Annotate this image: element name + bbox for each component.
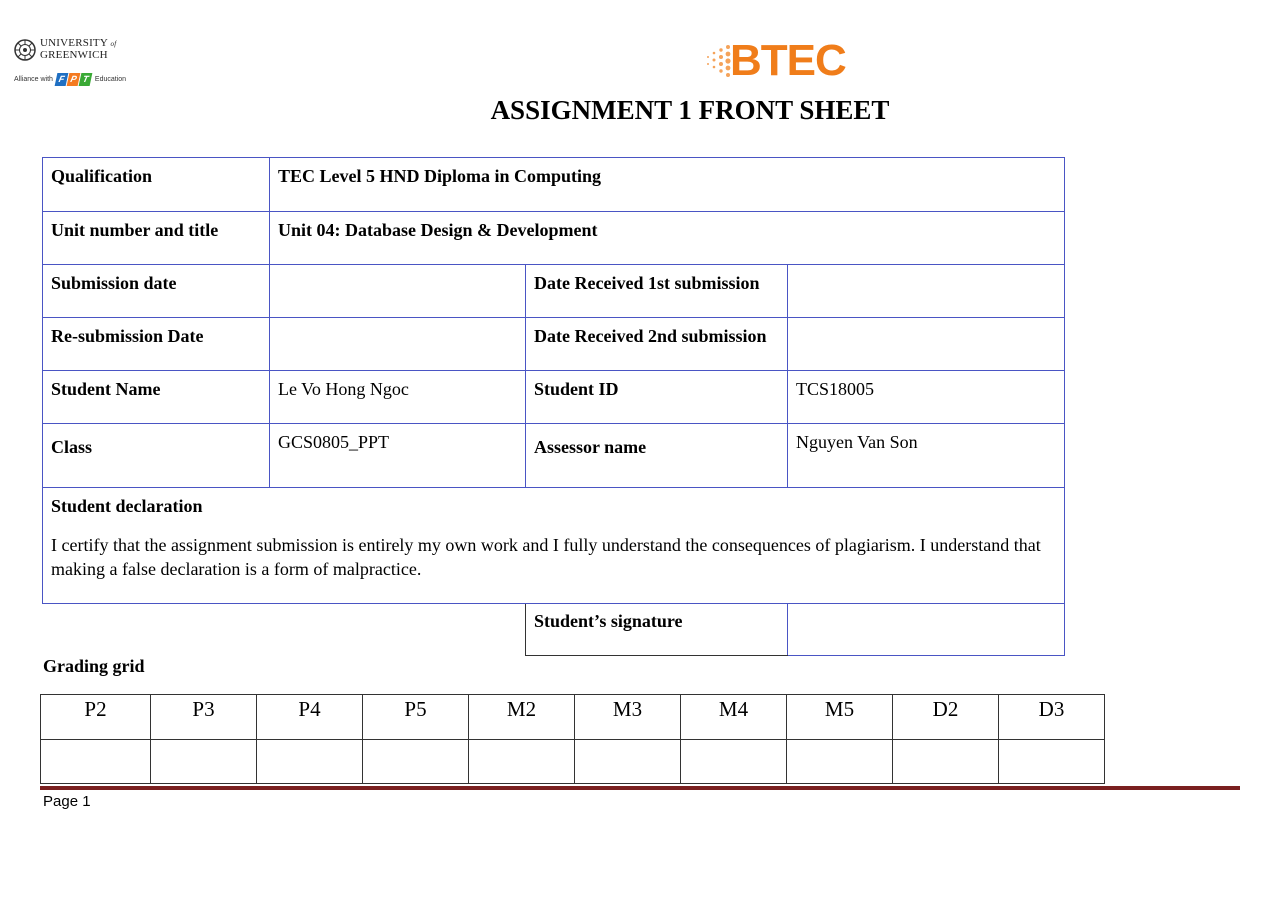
unit-value: Unit 04: Database Design & Development (270, 212, 1065, 265)
signature-label: Student’s signature (526, 604, 788, 656)
fpt-alliance (14, 73, 134, 86)
signature-field[interactable] (788, 604, 1065, 656)
declaration-row (43, 488, 1065, 604)
fpt-letter-f: F (55, 73, 69, 86)
submission-date-label: Submission date (43, 265, 270, 318)
university-of: of (110, 40, 117, 48)
unit-label: Unit number and title (43, 212, 270, 265)
qualification-row (43, 158, 1065, 212)
grade-mark-p4[interactable] (257, 740, 363, 784)
assessor-value[interactable]: Nguyen Van Son (788, 424, 1065, 488)
qualification-value: TEC Level 5 HND Diploma in Computing (270, 158, 1065, 212)
class-row (43, 424, 1065, 488)
student-id-value[interactable]: TCS18005 (788, 371, 1065, 424)
submission-row (43, 265, 1065, 318)
submission-date-value[interactable] (270, 265, 526, 318)
btec-wordmark: BTEC (730, 36, 846, 85)
page-title: ASSIGNMENT 1 FRONT SHEET (490, 95, 890, 125)
date-received-2-label: Date Received 2nd submission (526, 318, 788, 371)
grade-criterion-d2: D2 (893, 695, 999, 740)
university-name (40, 38, 116, 61)
grade-mark-d2[interactable] (893, 740, 999, 784)
page-number: Page 1 (43, 793, 91, 810)
grade-criterion-m2: M2 (469, 695, 575, 740)
signature-table (525, 603, 1065, 656)
fpt-logo (56, 73, 92, 86)
footer-rule (40, 786, 1240, 790)
fpt-letter-p: P (67, 73, 81, 86)
btec-logo (702, 36, 862, 86)
date-received-2-value[interactable] (788, 318, 1065, 371)
date-received-1-label: Date Received 1st submission (526, 265, 788, 318)
grade-criterion-p3: P3 (151, 695, 257, 740)
greenwich-crest-icon (14, 39, 36, 61)
grade-criterion-p2: P2 (41, 695, 151, 740)
class-label: Class (43, 424, 270, 488)
grade-criterion-m3: M3 (575, 695, 681, 740)
date-received-1-value[interactable] (788, 265, 1065, 318)
declaration-text: I certify that the assignment submission is entirely my own work and I fully understand the consequences of plagiarism. I understand that making a false declaration is a form of malpractice. (51, 535, 1041, 579)
student-name-value[interactable]: Le Vo Hong Ngoc (270, 371, 526, 424)
front-sheet-table (42, 157, 1065, 604)
university-line2: GREENWICH (40, 49, 108, 61)
grade-criterion-m5: M5 (787, 695, 893, 740)
grading-grid-label: Grading grid (43, 656, 145, 676)
grade-criterion-p4: P4 (257, 695, 363, 740)
alliance-text: Alliance with (14, 76, 53, 83)
university-line1: UNIVERSITY (40, 37, 108, 49)
declaration-cell (43, 488, 1065, 604)
grade-mark-m3[interactable] (575, 740, 681, 784)
grade-criterion-p5: P5 (363, 695, 469, 740)
assessor-label: Assessor name (526, 424, 788, 488)
unit-row (43, 212, 1065, 265)
grade-mark-d3[interactable] (999, 740, 1105, 784)
grade-mark-p5[interactable] (363, 740, 469, 784)
student-id-label: Student ID (526, 371, 788, 424)
grade-mark-p3[interactable] (151, 740, 257, 784)
student-row (43, 371, 1065, 424)
grade-mark-m5[interactable] (787, 740, 893, 784)
grading-marks-row (41, 740, 1105, 784)
university-of-greenwich-logo (14, 38, 134, 100)
declaration-heading: Student declaration (51, 496, 203, 516)
grading-criteria-row (41, 695, 1105, 740)
fpt-letter-t: T (79, 73, 93, 86)
grade-criterion-m4: M4 (681, 695, 787, 740)
qualification-label: Qualification (43, 158, 270, 212)
grade-criterion-d3: D3 (999, 695, 1105, 740)
education-text: Education (94, 76, 127, 83)
resubmission-row (43, 318, 1065, 371)
class-value[interactable]: GCS0805_PPT (270, 424, 526, 488)
student-name-label: Student Name (43, 371, 270, 424)
btec-dots-icon (702, 39, 732, 83)
grade-mark-m4[interactable] (681, 740, 787, 784)
resubmission-date-value[interactable] (270, 318, 526, 371)
grade-mark-m2[interactable] (469, 740, 575, 784)
grading-grid (40, 694, 1105, 784)
grade-mark-p2[interactable] (41, 740, 151, 784)
resubmission-date-label: Re-submission Date (43, 318, 270, 371)
